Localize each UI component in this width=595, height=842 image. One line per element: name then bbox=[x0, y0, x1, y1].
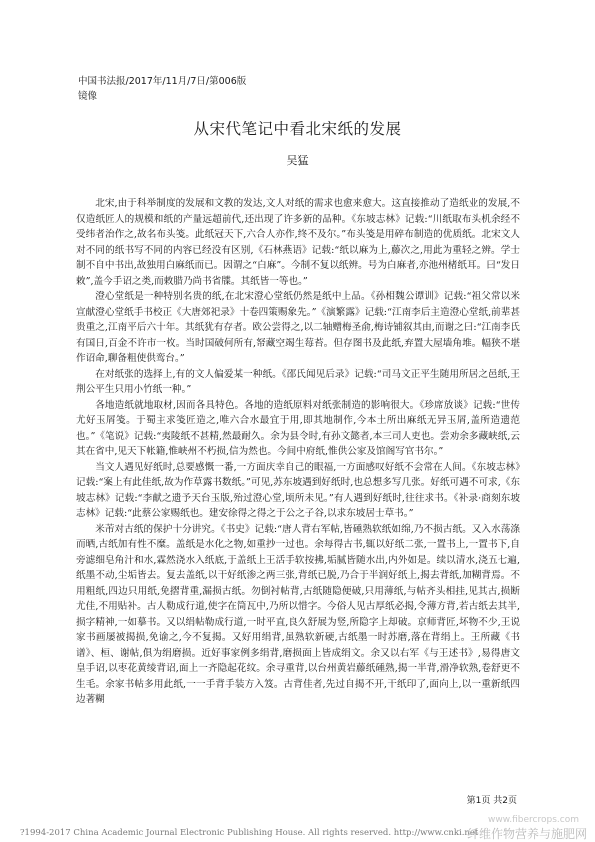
copyright-notice: ?1994-2017 China Academic Journal Electronic Publishing House. All rights reserved. http://www.cnki.net bbox=[20, 828, 479, 838]
section-label: 镜像 bbox=[78, 91, 98, 102]
paragraph: 北宋,由于科举制度的发展和文教的发达,文人对纸的需求也愈来愈大。这直接推动了造纸业的发展,不仅造纸匠人的规模和纸的产量远超前代,还出现了许多新的品种。《东坡志林》记载:“川纸取布头机余经不受纬者治作之,故名布头笺。此纸冠天下,六合人亦作,终不及尔。”布头笺是用碎布制造的优质纸。北宋文人对不同的纸书写不同的内容已经没有区别,《石林燕语》记载:“纸以麻为上,藤次之,用此为重轻之辨。学士制不自中书出,故独用白麻纸而已。因谓之“白麻”。今制不复以纸辨。号为白麻者,亦池州楮纸耳。曰“发日敕”,盖今手诏之类,而敕腊乃尚书省牒。其纸皆一等也。” bbox=[76, 198, 520, 287]
paragraph: 米芾对古纸的保护十分讲究。《书史》记载:“唐人背右军帖,皆硾熟软纸如绵,乃不损古纸。又入水荡涤而晒,古纸加有性不糜。盖纸是水化之物,如重抄一过也。余每得古书,辄以好纸二张,一置书上,一置书下,自旁滤细皂角汁和水,霖然浇水入纸底,于盖纸上王活手软按拂,垢腻皆随水出,内外如是。续以清水,浇五七遍,纸墨不动,尘垢皆去。复去盖纸,以干好纸渗之两三张,背纸已脱,乃合于半润好纸上,揭去背纸,加糊背焉。不用粗纸,四边只用纸,免摺背重,漏损古纸。勿倒衬帖背,古纸随隐便破,只用薄纸,与帖齐头相挂,见其古,损断尤佳,不用贴补。古人勒成行道,使字在筒瓦中,乃所以惜字。今俗人见古厚纸必揭,令薄方背,若古纸去其半,损字精神,一如摹书。又以绢帖勒成行道,一时平直,良久舒展为竖,所隐字上却破。京师背匠,坏物不少,王说家书画屡被揭损,免谕之,今不复揭。又好用绢背,虽熟软新硬,古纸墨一时苏磨,落在背绢上。王所藏《书谱》、桓、谢帖,俱为绢磨损。近好事家例多绢背,磨损面上皆成绢文。余又以右军《与王述书》,易得唐文皇手诏,以枣花黄绫背诏,面上一齐隐起花纹。余寻重背,以台州黄岩藤纸硾熟,揭一半背,滑净软熟,卷舒更不生毛。余家书帖多用此纸,一一手背手装方入笈。古背佳者,先过自揭不开,干纸印了,面向上,以一重新纸四边著糊 bbox=[76, 523, 520, 705]
paragraph: 当文人遇见好纸时,总要感慨一番,一方面庆幸自己的眼福,一方面感叹好纸不会常在人间。《东坡志林》记载:“案上有此佳纸,故为作草露书数纸。”可见,苏东坡遇到好纸时,也总想多写几张。好纸可遇不可求,《东坡志林》记载:“李献之遗予天台玉版,殆过澄心堂,顷所未见。”有人遇到好纸时,往往求书。《补录·商刻东坡志林》记载:“此蔡公家赐纸也。建安徐得之得之于公之子谷,以求东坡居士草书。” bbox=[76, 461, 520, 519]
article-author: 吴猛 bbox=[286, 154, 309, 167]
source-line: 中国书法报/2017年/11月/7日/第006版 bbox=[78, 76, 247, 87]
article-title: 从宋代笔记中看北宋纸的发展 bbox=[193, 120, 402, 138]
page-number: 第1页 共2页 bbox=[466, 796, 517, 806]
source-header bbox=[78, 74, 246, 104]
paragraph: 在对纸张的选择上,有的文人偏爱某一种纸。《邵氏闻见后录》记载:“司马文正平生随用所居之邑纸,王荆公平生只用小竹纸一种。” bbox=[76, 368, 520, 395]
watermark-text: 纤维作物营养与施肥网 bbox=[466, 827, 587, 841]
paragraph: 各地造纸就地取材,因而各具特色。各地的造纸原料对纸张制造的影响很大。《珍席放谈》记载:“世传尤好玉屑笺。于蜀主求笺匠造之,唯六合水最宜于用,即其地制作,今本土所出麻纸无异玉屑,盖所造遗范也。”《笔说》记载:“夷陵纸不甚精,然最耐久。余为县令时,有孙文懿者,本三司人吏也。尝劝余多藏峡纸,云其在省中,见天下帐籍,惟峡州不朽损,信为然也。今间中府纸,惟供公家及馆阁写官书尔。” bbox=[76, 399, 520, 457]
page-footer bbox=[0, 815, 595, 842]
watermark-url: www.fibercrops.com bbox=[488, 815, 579, 825]
paragraph: 澄心堂纸是一种特别名贵的纸,在北宋澄心堂纸仍然是纸中上品。《孙相魏公谭训》记载:“祖父常以米宣献澄心堂纸手书校正《大唐郊祀录》十卷四策赐象先。”《演繁露》记载:“江南李后主造澄心堂纸,前辈甚贵重之,江南平后六十年。其纸犹有存者。欧公尝得之,以二轴赠梅圣俞,梅诗铺叙其由,而谢之曰:“江南李氏有国日,百金不许市一枚。当时国破何所有,帑藏空竭生莓苔。但存图书及此纸,弃置大屋墙角堆。幅狭不堪作诏命,聊备粗使供鸾台。” bbox=[76, 291, 520, 364]
article-body bbox=[76, 196, 520, 708]
